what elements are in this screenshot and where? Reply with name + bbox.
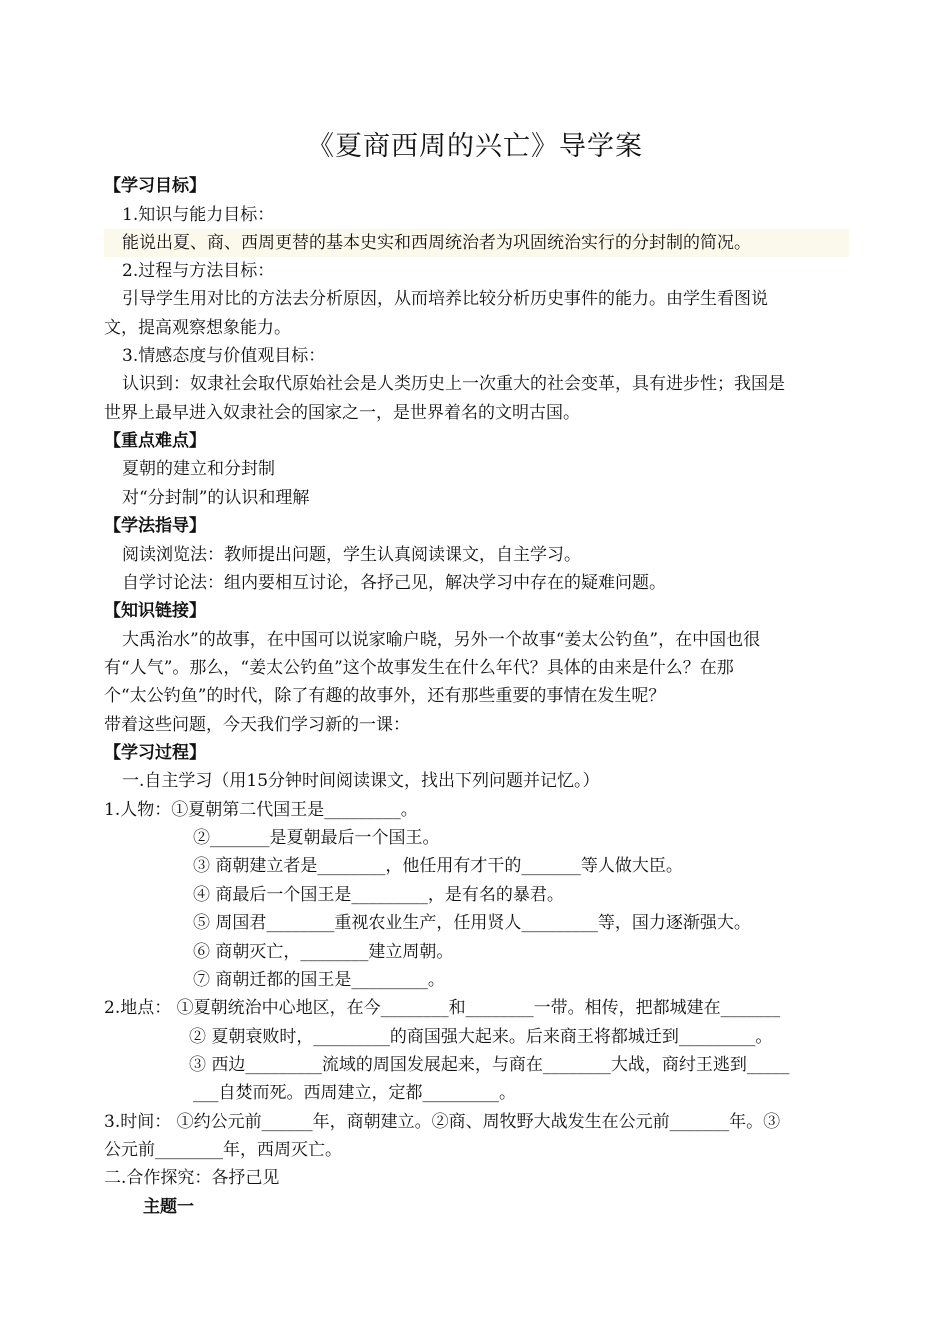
people-question-6: ⑥ 商朝灭亡，________建立周朝。 — [193, 942, 454, 962]
cooperation-heading: 二.合作探究：各抒己见 — [104, 1168, 280, 1188]
place-question-3-cont: ___自焚而死。西周建立，定都_________。 — [193, 1083, 516, 1103]
process-intro: 一.自主学习（用15分钟时间阅读课文，找出下列问题并记忆。） — [122, 771, 600, 791]
objective-1-text: 能说出夏、商、西周更替的基本史实和西周统治者为巩固统治实行的分封制的简况。 — [104, 229, 849, 257]
people-question-3: ③ 商朝建立者是________，他任用有才干的_______等人做大臣。 — [193, 856, 683, 876]
topic-one-heading: 主题一 — [143, 1197, 194, 1217]
objective-3-label: 3.情感态度与价值观目标： — [122, 346, 326, 366]
knowledge-line-3: 个“太公钓鱼”的时代，除了有趣的故事外，还有那些重要的事情在发生呢？ — [104, 686, 666, 706]
knowledge-heading: 【知识链接】 — [104, 601, 206, 621]
objective-2-text-line2: 文，提高观察想象能力。 — [104, 318, 291, 338]
people-question-1: 1.人物：①夏朝第二代国王是_________。 — [104, 800, 418, 820]
people-question-7: ⑦ 商朝迁都的国王是_________。 — [193, 970, 445, 990]
key-point-1: 夏朝的建立和分封制 — [122, 459, 275, 479]
process-heading: 【学习过程】 — [104, 743, 206, 763]
objective-1-label: 1.知识与能力目标： — [122, 205, 275, 225]
place-question-1: 2.地点： ①夏朝统治中心地区，在今________和________一带。相传，把都城建在_______ — [104, 998, 781, 1018]
place-question-2: ② 夏朝衰败时，_________的商国强大起来。后来商王将都城迁到_________。 — [189, 1027, 773, 1047]
key-point-2: 对“分封制”的认识和理解 — [122, 488, 310, 508]
key-points-heading: 【重点难点】 — [104, 431, 206, 451]
knowledge-line-4: 带着这些问题，今天我们学习新的一课： — [104, 715, 410, 735]
people-question-4: ④ 商最后一个国王是_________，是有名的暴君。 — [193, 885, 564, 905]
place-question-3: ③ 西边_________流域的周国发展起来，与商在________大战，商纣王逃到_____ — [189, 1055, 790, 1075]
knowledge-line-2: 有“人气”。那么，“姜太公钓鱼”这个故事发生在什么年代？具体的由来是什么？在那 — [104, 658, 734, 678]
time-question-2: 公元前________年，西周灭亡。 — [104, 1140, 342, 1160]
objectives-heading: 【学习目标】 — [104, 176, 206, 196]
people-question-2: ②_______是夏朝最后一个国王。 — [193, 828, 440, 848]
objective-2-label: 2.过程与方法目标： — [122, 261, 275, 281]
people-question-5: ⑤ 周国君________重视农业生产，任用贤人_________等，国力逐渐强大。 — [193, 913, 751, 933]
page-title: 《夏商西周的兴亡》导学案 — [307, 131, 643, 162]
time-question-1: 3.时间： ①约公元前______年，商朝建立。②商、周牧野大战发生在公元前_______年。③ — [104, 1112, 781, 1132]
method-heading: 【学法指导】 — [104, 516, 206, 536]
objective-2-text-line1: 引导学生用对比的方法去分析原因，从而培养比较分析历史事件的能力。由学生看图说 — [122, 289, 768, 309]
objective-3-text-line2: 世界上最早进入奴隶社会的国家之一，是世界着名的文明古国。 — [104, 403, 580, 423]
objective-3-text-line1: 认识到：奴隶社会取代原始社会是人类历史上一次重大的社会变革，具有进步性；我国是 — [122, 374, 785, 394]
method-line-1: 阅读浏览法：教师提出问题，学生认真阅读课文，自主学习。 — [122, 545, 581, 565]
knowledge-line-1: 大禹治水”的故事，在中国可以说家喻户晓，另外一个故事“姜太公钓鱼”，在中国也很 — [122, 630, 761, 650]
method-line-2: 自学讨论法：组内要相互讨论，各抒己见，解决学习中存在的疑难问题。 — [122, 573, 666, 593]
